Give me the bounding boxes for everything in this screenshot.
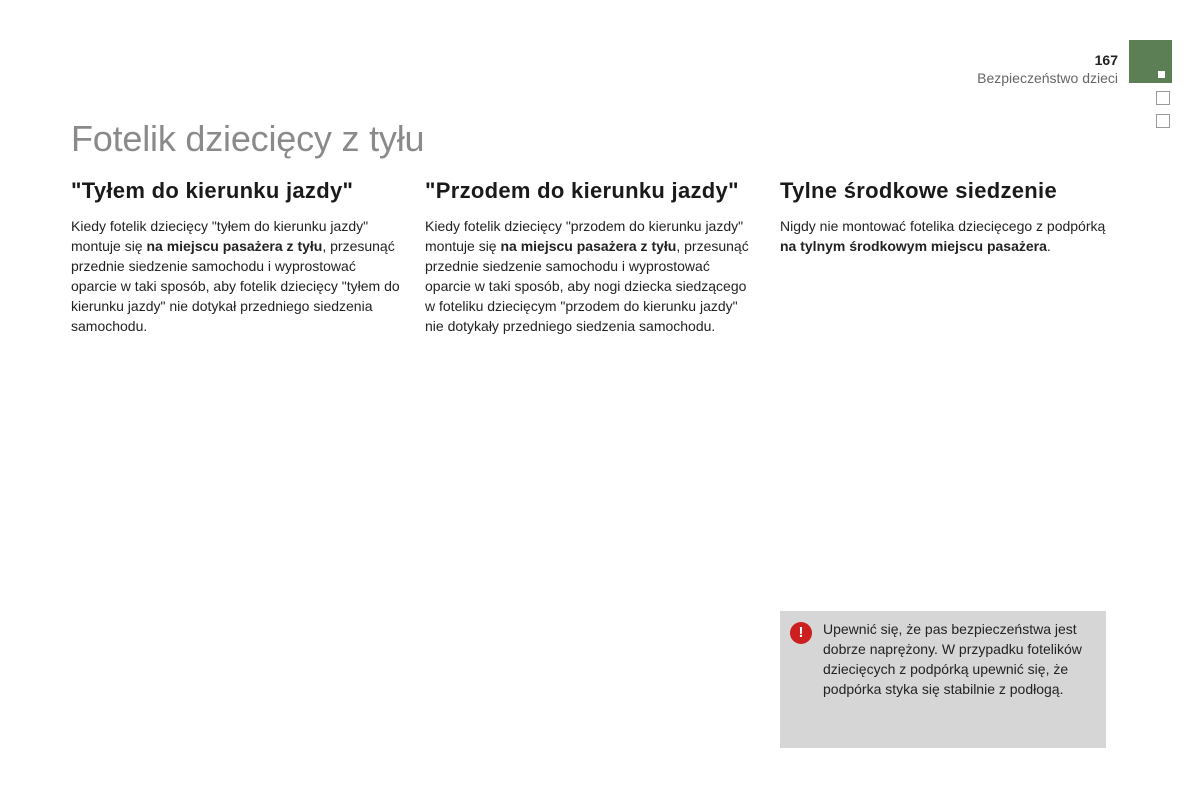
active-tab-marker-icon: [1158, 71, 1165, 78]
page-number: 167: [1094, 52, 1118, 68]
warning-exclamation-icon: !: [790, 622, 812, 644]
section-heading: "Tyłem do kierunku jazdy": [71, 178, 354, 203]
warning-box: [780, 611, 1106, 748]
section-rear-center-seat: [780, 178, 1110, 256]
section-rear-facing: [71, 178, 401, 336]
chapter-tab-marker: [1156, 114, 1170, 128]
section-heading: "Przodem do kierunku jazdy": [425, 178, 739, 203]
warning-text: Upewnić się, że pas bezpieczeństwa jest dobrze naprężony. W przypadku fotelików dziecięcych z podpórką upewnić się, że podpórka styka się stabilnie z podłogą.: [823, 621, 1082, 697]
chapter-tab-marker: [1156, 91, 1170, 105]
section-heading: Tylne środkowe siedzenie: [780, 178, 1057, 203]
section-body: Kiedy fotelik dziecięcy "przodem do kierunku jazdy" montuje się na miejscu pasażera z tyłu, przesunąć przednie siedzenie samochodu i wyprostować oparcie w taki sposób, aby nogi dziecka siedzącego w foteliku dziecięcym "przodem do kierunku jazdy" nie dotykały przedniego siedzenia samochodu.: [425, 218, 749, 334]
chapter-tab-active: [1129, 40, 1172, 83]
section-forward-facing: [425, 178, 755, 336]
section-body: Kiedy fotelik dziecięcy "tyłem do kierunku jazdy" montuje się na miejscu pasażera z tyłu, przesunąć przednie siedzenie samochodu i wyprostować oparcie w taki sposób, aby fotelik dziecięcy "tyłem do kierunku jazdy" nie dotykał przedniego siedzenia samochodu.: [71, 218, 400, 334]
chapter-title: Bezpieczeństwo dzieci: [977, 70, 1118, 86]
page-title: Fotelik dziecięcy z tyłu: [71, 118, 425, 159]
section-body: Nigdy nie montować fotelika dziecięcego z podpórką na tylnym środkowym miejscu pasażera.: [780, 218, 1106, 254]
